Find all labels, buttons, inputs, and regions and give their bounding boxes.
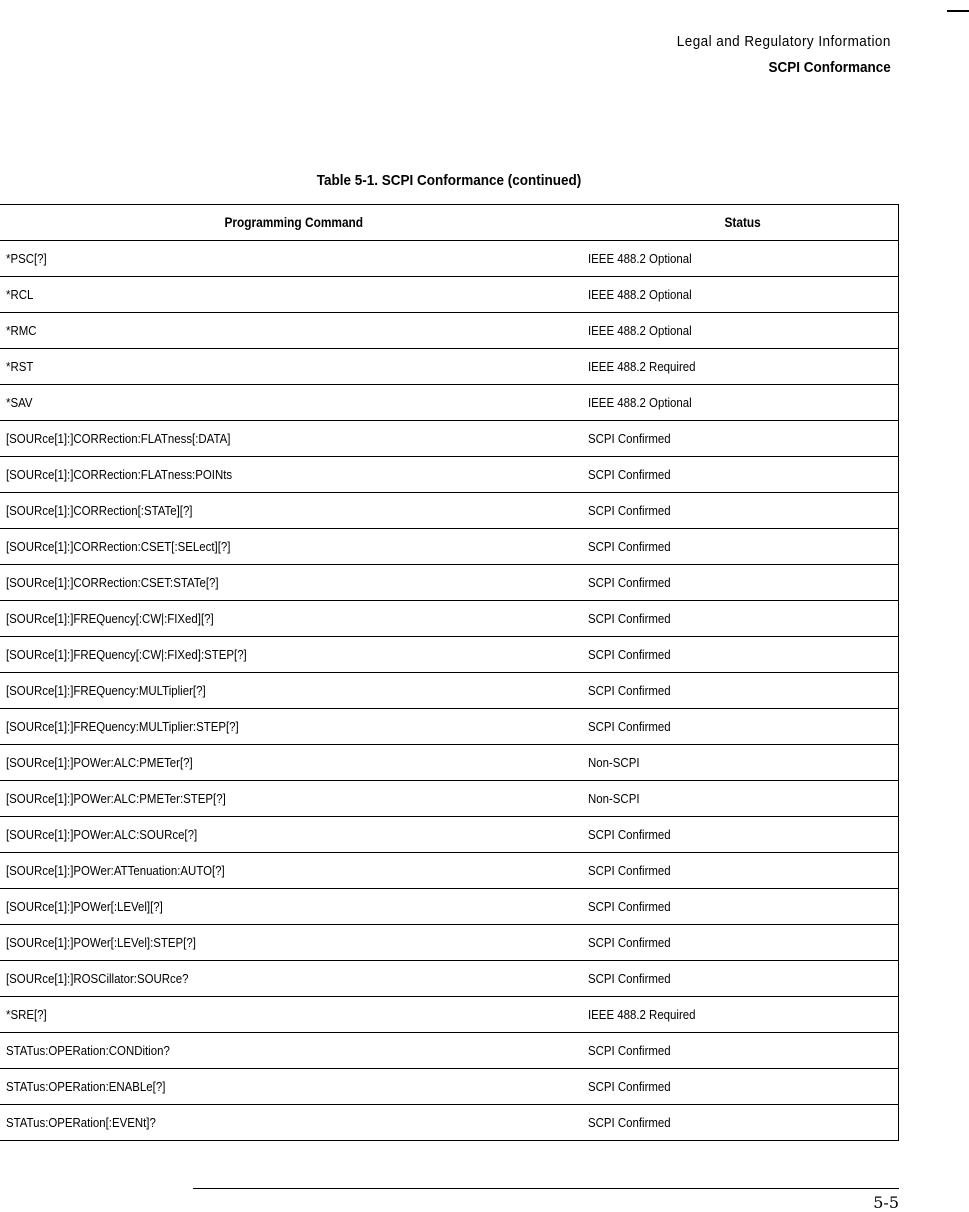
table-row <box>0 1033 898 1069</box>
table-row <box>0 313 898 349</box>
table-row <box>0 457 898 493</box>
command-cell: [SOURce[1]:]FREQuency[:CW|:FIXed][?] <box>0 601 582 637</box>
status-cell: SCPI Confirmed <box>582 853 898 889</box>
table-row <box>0 529 898 565</box>
status-cell: IEEE 488.2 Optional <box>582 313 898 349</box>
command-cell: STATus:OPERation[:EVENt]? <box>0 1105 582 1141</box>
table-row <box>0 997 898 1033</box>
command-cell: [SOURce[1]:]CORRection:CSET[:SELect][?] <box>0 529 582 565</box>
status-cell: SCPI Confirmed <box>582 1033 898 1069</box>
command-cell: STATus:OPERation:ENABLe[?] <box>0 1069 582 1105</box>
status-cell: SCPI Confirmed <box>582 493 898 529</box>
table-row <box>0 565 898 601</box>
command-cell: [SOURce[1]:]POWer:ALC:PMETer[?] <box>0 745 582 781</box>
section-title: SCPI Conformance <box>768 59 891 76</box>
status-cell: SCPI Confirmed <box>582 709 898 745</box>
command-cell: *RCL <box>0 277 582 313</box>
status-cell: SCPI Confirmed <box>582 565 898 601</box>
command-cell: [SOURce[1]:]POWer:ALC:PMETer:STEP[?] <box>0 781 582 817</box>
status-cell: IEEE 488.2 Optional <box>582 385 898 421</box>
status-cell: SCPI Confirmed <box>582 529 898 565</box>
status-cell: SCPI Confirmed <box>582 889 898 925</box>
table-row <box>0 1069 898 1105</box>
table-row <box>0 709 898 745</box>
corner-mark <box>947 10 969 12</box>
status-cell: IEEE 488.2 Required <box>582 997 898 1033</box>
table-row <box>0 637 898 673</box>
status-cell: SCPI Confirmed <box>582 817 898 853</box>
command-cell: [SOURce[1]:]ROSCillator:SOURce? <box>0 961 582 997</box>
table-row <box>0 745 898 781</box>
command-cell: [SOURce[1]:]CORRection:FLATness[:DATA] <box>0 421 582 457</box>
column-header-command: Programming Command <box>0 205 582 241</box>
status-cell: SCPI Confirmed <box>582 925 898 961</box>
command-cell: [SOURce[1]:]POWer[:LEVel][?] <box>0 889 582 925</box>
command-cell: *RMC <box>0 313 582 349</box>
status-cell: Non-SCPI <box>582 745 898 781</box>
table-header-row <box>0 205 898 241</box>
command-cell: [SOURce[1]:]CORRection[:STATe][?] <box>0 493 582 529</box>
table-caption: Table 5-1. SCPI Conformance (continued) <box>316 172 582 189</box>
page-number: 5-5 <box>873 1193 899 1212</box>
status-cell: IEEE 488.2 Required <box>582 349 898 385</box>
running-header <box>653 33 891 76</box>
command-cell: STATus:OPERation:CONDition? <box>0 1033 582 1069</box>
status-cell: SCPI Confirmed <box>582 457 898 493</box>
status-cell: SCPI Confirmed <box>582 673 898 709</box>
table-row <box>0 817 898 853</box>
table-row <box>0 385 898 421</box>
table-row <box>0 781 898 817</box>
command-cell: [SOURce[1]:]FREQuency:MULTiplier:STEP[?] <box>0 709 582 745</box>
command-cell: *RST <box>0 349 582 385</box>
table-row <box>0 277 898 313</box>
column-header-status: Status <box>582 205 898 241</box>
table-row <box>0 421 898 457</box>
status-cell: SCPI Confirmed <box>582 637 898 673</box>
command-cell: [SOURce[1]:]POWer[:LEVel]:STEP[?] <box>0 925 582 961</box>
chapter-title: Legal and Regulatory Information <box>676 33 891 50</box>
table-row <box>0 853 898 889</box>
status-cell: SCPI Confirmed <box>582 1105 898 1141</box>
table-row <box>0 673 898 709</box>
command-cell: [SOURce[1]:]FREQuency[:CW|:FIXed]:STEP[?] <box>0 637 582 673</box>
command-cell: [SOURce[1]:]CORRection:FLATness:POINts <box>0 457 582 493</box>
table-body <box>0 241 898 1141</box>
status-cell: IEEE 488.2 Optional <box>582 241 898 277</box>
table-row <box>0 925 898 961</box>
status-cell: SCPI Confirmed <box>582 961 898 997</box>
table-row <box>0 889 898 925</box>
table-row <box>0 241 898 277</box>
command-cell: [SOURce[1]:]POWer:ALC:SOURce[?] <box>0 817 582 853</box>
table-row <box>0 601 898 637</box>
command-cell: [SOURce[1]:]FREQuency:MULTiplier[?] <box>0 673 582 709</box>
status-cell: SCPI Confirmed <box>582 421 898 457</box>
command-cell: [SOURce[1]:]CORRection:CSET:STATe[?] <box>0 565 582 601</box>
table-row <box>0 493 898 529</box>
command-cell: *SAV <box>0 385 582 421</box>
table-row <box>0 961 898 997</box>
footer-rule <box>193 1188 899 1189</box>
command-cell: *SRE[?] <box>0 997 582 1033</box>
status-cell: SCPI Confirmed <box>582 1069 898 1105</box>
status-cell: IEEE 488.2 Optional <box>582 277 898 313</box>
scpi-conformance-table <box>0 204 899 1141</box>
status-cell: SCPI Confirmed <box>582 601 898 637</box>
table-row <box>0 349 898 385</box>
command-cell: [SOURce[1]:]POWer:ATTenuation:AUTO[?] <box>0 853 582 889</box>
status-cell: Non-SCPI <box>582 781 898 817</box>
table-row <box>0 1105 898 1141</box>
command-cell: *PSC[?] <box>0 241 582 277</box>
